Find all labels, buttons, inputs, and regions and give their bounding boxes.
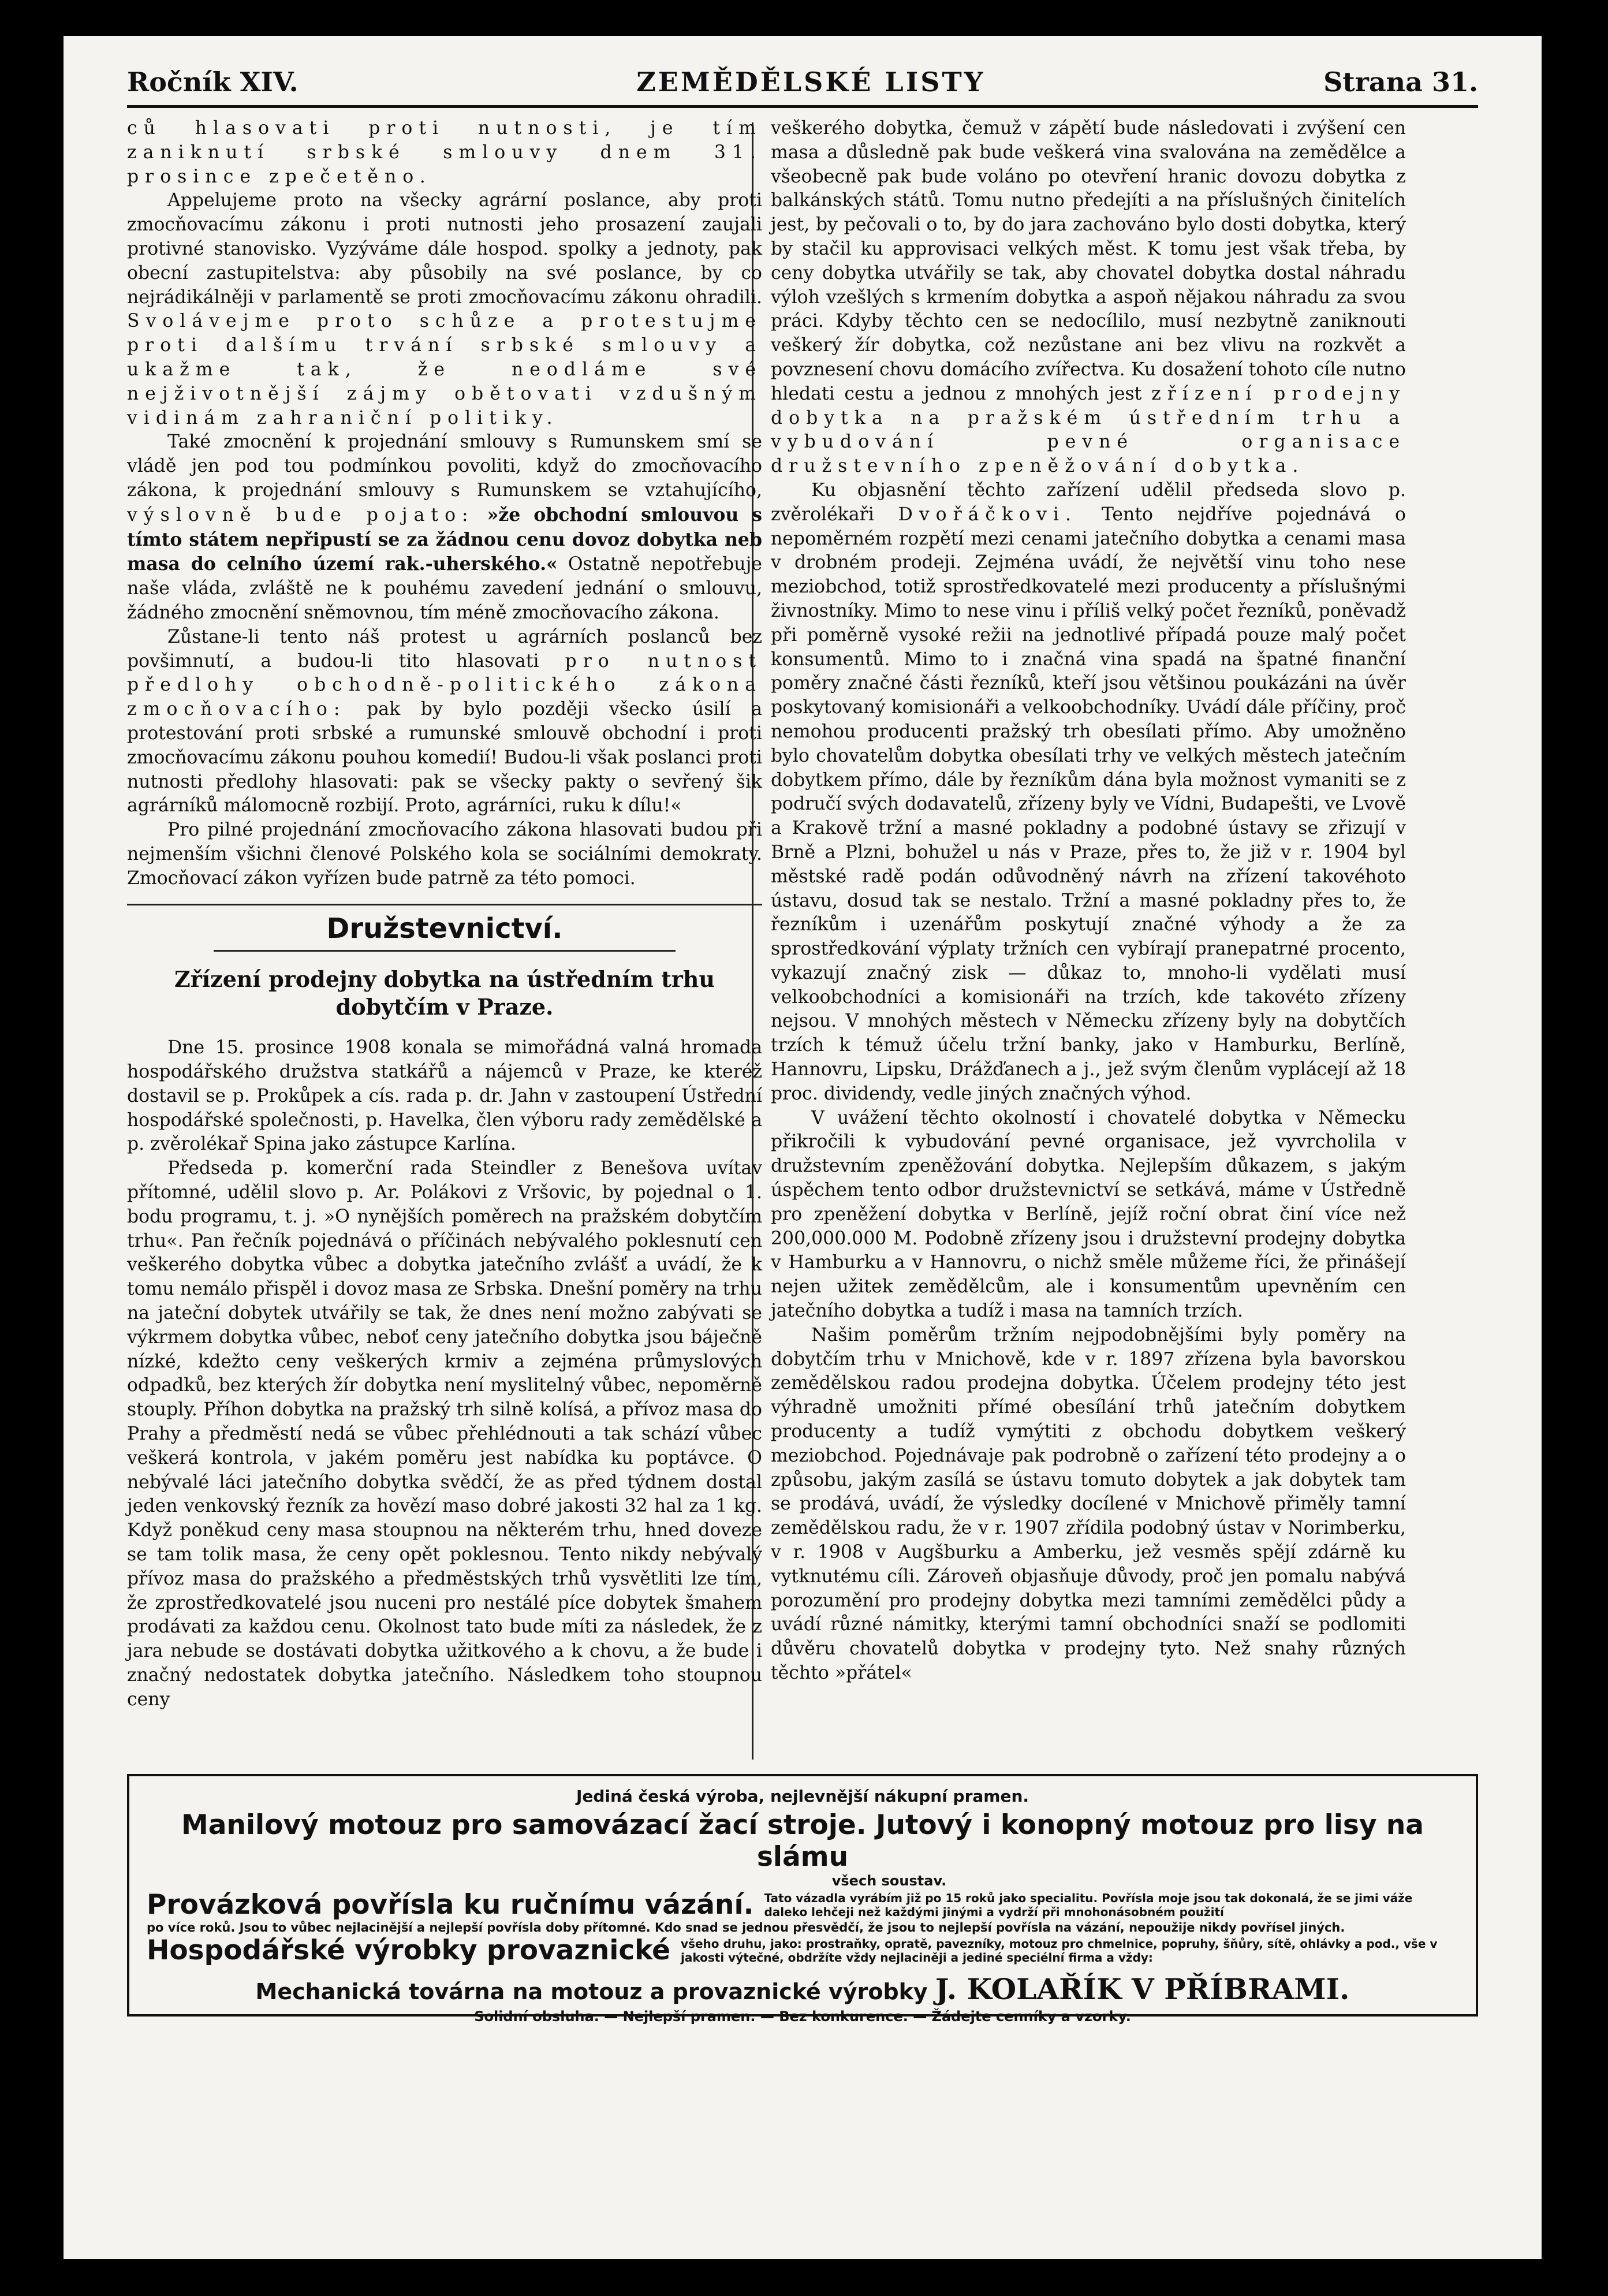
right-column xyxy=(771,117,1406,1686)
advertisement xyxy=(127,1774,1478,2025)
publication-title: ZEMĚDĚLSKÉ LISTY xyxy=(636,66,986,98)
spaced-name: Dvořáčkovi. xyxy=(898,504,1078,525)
left-column xyxy=(127,117,762,1712)
paragraph xyxy=(127,189,762,430)
ad-company-line xyxy=(147,1972,1458,2006)
paragraph xyxy=(127,430,762,625)
paragraph-text: Ostatně nepotřebuje naše vláda, zvláště ne k pouhému zavedení jednání o smlouvu, žádného zmocnění sněmovnou, tím méně zmocňovacího zákona. xyxy=(127,554,762,623)
paragraph-text: veškerého dobytka, čemuž v zápětí bude následovati i zvýšení cen masa a důsledně pak bude veškerá vina svalována na zemědělce a všeobecně pak bude voláno po otevření hranic dovozu dobytka z balkánských států. Tomu nutno předejíti a na příslušných činitelích jest, by pečovali o to, by do jara zachováno bylo dosti dobytka, který by stačil ku approvisaci velkých měst. K tomu jest však třeba, by ceny dobytka utvářily se tak, aby chovatel dobytka dostal náhradu výloh vzešlých s krmením dobytka a aspoň nějakou náhradu za svou práci. Kdyby těchto cen se nedocílilo, musí nezbytně zaniknouti veškerý žír dobytka, což nezůstane ani bez vlivu na rozkvět a povznesení chovu domácího zvířectva. Ku dosažení tohoto cíle nutno hledati cestu a jednou z mnohých jest xyxy=(771,118,1406,404)
spaced-text: pro nutnost předlohy obchodně-politického zákona zmocňovacího: xyxy=(127,650,763,720)
paragraph-text: Ku objasnění těchto zařízení udělil předseda slovo p. zvěrolékaři xyxy=(771,479,1406,525)
paragraph: Dne 15. prosince 1908 konala se mimořádná valná hromada hospodářského družstva statkářů a nájemců v Praze, ke kteréž dostavil se p. Prokůpek a cís. rada p. dr. Jahn v zastoupení Ústřední hospodářské společnosti, p. Havelka, člen výboru rady zemědělské a p. zvěrolékař Spina jako zástupce Karlína. xyxy=(127,1037,762,1155)
ad-footer: Solidní obsluha. — Nejlepší pramen. — Bez konkurence. — Žádejte cenníky a vzorky. xyxy=(474,2008,1131,2025)
ad-line: všech soustav. xyxy=(831,1873,947,1889)
ad-heading: Provázková povřísla ku ručnímu vázání. xyxy=(147,1889,754,1921)
bold-text: »že obchodní smlouvou s tímto státem nepřipustí se za žádnou cenu dovoz dobytka neb masa do celního území rak.-uherského.« xyxy=(127,504,763,575)
paragraph-text: Appelujeme proto na všecky agrární poslance, aby proti zmocňovacímu zákonu i proti nutnosti jeho prosazení zaujali protivné stanovisko. Vyzýváme dále hospod. spolky a jednoty, pak obecní zastupitelstva: aby působily na své poslance, by co nejrádikálněji v parlamentě se proti zmocňovacímu zákonu ohradili. xyxy=(127,190,762,308)
ad-row xyxy=(147,1889,1458,1921)
ad-company-name: J. KOLAŘÍK V PŘÍBRAMI. xyxy=(935,1972,1350,2006)
ad-heading: Hospodářské výrobky provaznické xyxy=(147,1935,671,1966)
ad-row xyxy=(147,1935,1458,1966)
paragraph xyxy=(771,479,1406,1106)
paragraph xyxy=(127,625,762,818)
paragraph: V uvážení těchto okolností i chovatelé dobytka v Německu přikročili k vybudování pevné organisace, jež vyvrcholila v družstevním zpeněžování dobytka. Nejlepším důkazem, s jakým úspěchem tento odbor družstevnictví se setkává, máme v Ústředně pro zpeněžení dobytka v Berlíně, jejíž roční obrat činí více než 200,000.000 M. Podobně zřízeny jsou i družstevní prodejny dobytka v Hamburku a v Hannovru, o nichž směle můžeme říci, že přinášejí nejen užitek zemědělcům, ale i konsumentům upevněním cen jatečního dobytka a tudíž i masa na tamních trzích. xyxy=(771,1107,1406,1322)
paragraph xyxy=(771,117,1406,479)
page-header xyxy=(127,59,1478,108)
page-number: Strana 31. xyxy=(1323,66,1478,98)
paragraph: ců hlasovati proti nutnosti, je tím zaniknutí srbské smlouvy dnem 31. prosince zpečetěno. xyxy=(127,118,762,187)
ad-small-text: Tato vázadla vyrábím již po 15 roků jako specialitu. Povřísla moje jsou tak dokonalá, že se jimi váže daleko lehčeji než každými jinými a vydrží při mnohonásobném použití xyxy=(764,1891,1413,1919)
paragraph: Předseda p. komerční rada Steindler z Benešova uvítav přítomné, udělil slovo p. Ar. Polákovi z Vršovic, by pojednal o 1. bodu programu, t. j. »O nynějších poměrech na pražském dobytčím trhu«. Pan řečník pojednává o příčinách nebývalého poklesnutí cen veškerého dobytka vůbec a dobytka jatečního zvlášť a uvádí, že k tomu nemálo přispěl i dovoz masa ze Srbska. Dnešní poměry na trhu na jateční dobytek utvářily se tak, že dnes není možno zabývati se výkrmem dobytka vůbec, neboť ceny jatečního dobytka jsou báječně nízké, kdežto ceny veškerých krmiv a zejména průmyslových odpadků, bez kterých žír dobytka není myslitelný vůbec, nepoměrně stouply. Příhon dobytka na pražský trh silně kolísá, a přívoz masa do Prahy a předměstí nedá se vůbec přehlédnouti a tak schází vůbec veškerá kontrola, v jakém poměru jest nabídka ku poptávce. O nebývalé láci jatečního dobytka svědčí, že as před týdnem dostal jeden venkovský řezník za hovězí maso dobré jakosti 32 hal za 1 kg. Když poněkud ceny masa stoupnou na některém trhu, hned dovezе se tam tolik masa, že ceny opět poklesnou. Tento nikdy nebývalý přívoz masa do pražského a předměstských trhů vysvětliti lze tím, že zprostředkovatelé jsou nuceni pro nestálé píce dobytek šmahem prodávati za každou cenu. Okolnost tato bude míti za následek, že z jara nebude se dostávati dobytka užitkového a k chovu, a že bude i značný nedostatek dobytka jatečního. Následkem toho stoupnou ceny xyxy=(127,1158,762,1710)
ad-line: Manilový motouz pro samovázací žací stroje. Jutový i konopný motouz pro lisy na slámu xyxy=(181,1809,1424,1873)
section-rule xyxy=(127,904,762,905)
spaced-text: zřízení prodejny dobytka na pražském ústředním trhu a vybudování pevné organisace družstevního zpeněžování dobytka. xyxy=(771,383,1406,477)
ad-small-text: všeho druhu, jako: prostraňky, opratě, pavezníky, motouz pro chmelnice, popruhy, šňůry, sítě, ohlávky a pod., vše v jakosti výtečné, obdržíte vždy nejlaciněji a jediné speciélní firma a vždy: xyxy=(681,1936,1438,1965)
ad-factory: Mechanická továrna na motouz a provaznické výrobky xyxy=(255,1979,928,2004)
spaced-text: výslovně bude pojato: xyxy=(127,504,475,525)
volume-label: Ročník XIV. xyxy=(127,66,299,98)
paragraph-text: Zůstane-li tento náš protest u agrárních poslanců bez povšimnutí, a budou-li tito hlasovati xyxy=(127,626,762,672)
article-title: Zřízení prodejny dobytka na ústředním trhu dobytčím v Praze. xyxy=(174,966,715,1020)
paragraph: Našim poměrům tržním nejpodobnějšími byly poměry na dobytčím trhu v Mnichově, kde v r. 1897 zřízena byla bavorskou zemědělskou radou prodejna dobytka. Účelem prodejny této jest výhradně umožniti přímé obesílání trhů jatečním dobytkem producenty a tudíž vymýtiti z obchodu dobytkem veškerý meziobchod. Pojednávaje pak podrobně o zařízení této prodejny a o způsobu, jakým zasílá se ústavu tomuto dobytek a jak dobytek tam se prodává, uvádí, že výsledky docílené v Mnichově přiměly tamní zemědělskou radu, že v r. 1907 zřídila podobný ústav v Norimberku, v r. 1908 v Augšburku a Amberku, jež vesměs spějí zdárně ku vytknutému cíli. Zároveň objasňuje důvody, proč jen pomalu nabývá porozumění pro prodejny dobytka mezi tamními zemědělci půdy a uvádí různé námitky, kterými tamní obchodníci snaží se podlomiti důvěru chovatelů dobytka v prodejny tyto. Než snahy různých těchto »přátel« xyxy=(771,1324,1406,1683)
paragraph-text: Také zmocnění k projednání smlouvy s Rumunskem smí se vládě jen pod tou podmínkou povoliti, když do zmocňovacího zákona, k projednání smlouvy s Rumunskem se vztahujícího, xyxy=(127,431,762,501)
spaced-text: Svolávejme proto schůze a protestujme proti dalšímu trvání srbské smlouvy a ukažme tak, že neodláme své nejživotnější zájmy obětovati vzdušným vidinám zahraniční politiky. xyxy=(127,311,762,428)
title-rule xyxy=(214,950,676,952)
paragraph-text: pak by bylo později všecko úsilí a protestování proti srbské a rumunské smlouvě obchodní i proti zmocňovacímu zákonu pouhou komedií! Budou-li však poslanci proti nutnosti předlohy hlasovati: pak se všecky pakty o sevřený šik agrárníků málomocně rozbijí. Proto, agrárníci, ruku k dílu!« xyxy=(127,699,763,817)
ad-tagline: Jediná česká výroba, nejlevnější nákupní pramen. xyxy=(576,1787,1029,1806)
paragraph-text: Tento nejdříve pojednává o nepoměrném rozpětí mezi cenami jatečního dobytka a cenami masa v drobném prodeji. Zejména uvádí, že největší vinu toho nese meziobchod, totiž sprostředkovatelé mezi producenty a příslušnými živnostníky. Mimo to nese vinu i příliš velký počet řezníků, poněvadž při poměrně vysoké režii na jednotlivé případá pouze malý počet konsumentů. Mimo to i značná vina spadá na špatné finanční poměry značné části řezníků, kteří jsou většinou poukázáni na úvěr poskytovaný komisionáři a velkoobchodníky. Uvádí dále příčiny, proč nemohou producenti pražský trh obesílati přímo. Aby umožněno bylo chovatelům dobytka obesílati trhy ve velkých městech jatečním dobytkem přímo, dále by řezníkům dána byla možnost vymaniti se z područí svých dodavatelů, zřízeny byly ve Vídni, Budapešti, ve Lvově a Krakově tržní a masné pokladny a podobné ústavy se zřizují v Brně a Plzni, bohužel u nás v Praze, přes to, že již v r. 1904 byl městské radě podán odůvodněný návrh na zřízení takovéhoto ústavu, dosud tak se nestalo. Tržní a masné pokladny přes to, že řezníkům i uzenářům poskytují značné výhody a že za sprostředkování výplaty tržních cen vybírají pranepatrné procento, vykazují značný zisk — důkaz to, mnoho-li vydělati musí velkoobchodníci a komisionáři na trzích, kde takovéto zřízeny nejsou. V mnohých městech v Německu zřízeny byly na dobytčích trzích k témuž účelu tržní banky, jako v Hamburku, Berlíně, Hannovru, Lipsku, Drážďanech a j., jež svým členům vyplácejí až 18 proc. dividendy, vedle jiných značných výhod. xyxy=(771,504,1406,1104)
section-title: Družstevnictví. xyxy=(326,912,563,945)
ad-line: po více roků. Jsou to vůbec nejlacinější a nejlepší povřísla doby přítomné. Kdo snad se jednou přesvědčí, že jsou to nejlepší povřísla na vázání, nepoužije nikdy povřísel jiných. xyxy=(147,1921,1345,1935)
paragraph: Pro pilné projednání zmocňovacího zákona hlasovati budou při nejmenším všichni členové Polského kola se sociálními demokraty. Zmocňovací zákon vyřízen bude patrně za této pomoci. xyxy=(127,819,762,889)
newspaper-page xyxy=(64,36,1542,2259)
